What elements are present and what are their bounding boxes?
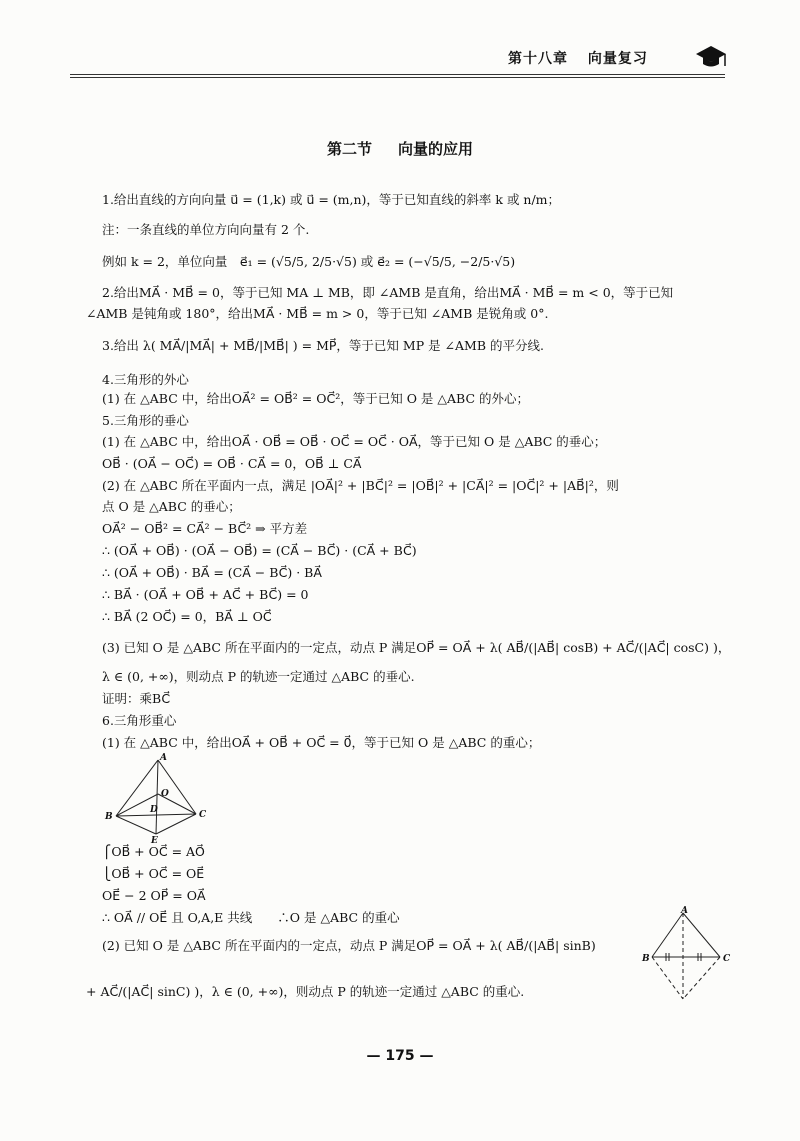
figure2-label: A	[681, 906, 688, 916]
figure1-label: E	[151, 836, 158, 844]
section-name: 向量的应用	[398, 140, 474, 158]
text-line: ⎧OB⃗ + OC⃗ = AO⃗	[102, 844, 205, 859]
section-title	[0, 138, 800, 159]
section-number: 第二节	[326, 140, 372, 158]
chapter-label: 第十八章	[508, 51, 568, 67]
text-line: 5.三角形的垂心	[102, 413, 189, 428]
figure1-label: A	[160, 753, 167, 763]
text-line: 注：一条直线的单位方向向量有 2 个.	[102, 222, 310, 237]
figure1-label: B	[105, 812, 113, 822]
text-line: 例如 k = 2，单位向量 e⃗₁ = (√5/5, 2/5·√5) 或 e⃗₂ = (−√5/5, −2/5·√5)	[102, 254, 516, 269]
figure1-label: O	[161, 789, 169, 799]
text-line: (1) 在 △ABC 中，给出OA⃗ · OB⃗ = OB⃗ · OC⃗ = OC⃗ · OA⃗，等于已知 O 是 △ABC 的垂心；	[102, 434, 607, 449]
text-line: (3) 已知 O 是 △ABC 所在平面内的一定点，动点 P 满足OP⃗ = OA⃗ + λ( AB⃗/(|AB⃗| cosB) + AC⃗/(|AC⃗| cosC) )，	[102, 640, 731, 655]
rhombus-figure	[640, 905, 735, 1005]
text-line: 3.给出 λ( MA⃗/|MA⃗| + MB⃗/|MB⃗| ) = MP⃗，等于已知 MP 是 ∠AMB 的平分线.	[102, 338, 544, 353]
text-line: 4.三角形的外心	[102, 372, 189, 387]
text-line: OE⃗ − 2 OP⃗ = OA⃗	[102, 888, 206, 903]
text-line: (2) 已知 O 是 △ABC 所在平面内的一定点，动点 P 满足OP⃗ = OA⃗ + λ( AB⃗/(|AB⃗| sinB)	[102, 938, 596, 953]
text-line: (1) 在 △ABC 中，给出OA⃗² = OB⃗² = OC⃗²，等于已知 O 是 △ABC 的外心；	[102, 391, 529, 406]
text-line: + AC⃗/(|AC⃗| sinC) )，λ ∈ (0, +∞)，则动点 P 的轨迹一定通过 △ABC 的重心.	[86, 984, 525, 999]
text-line: ∴ BA⃗ (2 OC⃗) = 0，BA⃗ ⊥ OC⃗	[102, 609, 272, 624]
text-line: (1) 在 △ABC 中，给出OA⃗ + OB⃗ + OC⃗ = 0⃗，等于已知 O 是 △ABC 的重心；	[102, 735, 541, 750]
figure2-label: C	[723, 954, 731, 964]
figure2-label: B	[642, 954, 650, 964]
text-line: λ ∈ (0, +∞)，则动点 P 的轨迹一定通过 △ABC 的垂心.	[102, 669, 415, 684]
text-line: OA⃗² − OB⃗² = CA⃗² − BC⃗² ⇒ 平方差	[102, 521, 308, 536]
graduation-cap-icon	[694, 42, 728, 72]
text-line: 2.给出MA⃗ · MB⃗ = 0，等于已知 MA ⊥ MB，即 ∠AMB 是直角，给出MA⃗ · MB⃗ = m < 0，等于已知	[102, 285, 674, 300]
text-line: (2) 在 △ABC 所在平面内一点，满足 |OA⃗|² + |BC⃗|² = |OB⃗|² + |CA⃗|² = |OC⃗|² + |AB⃗|²，则	[102, 478, 619, 493]
text-line: OB⃗ · (OA⃗ − OC⃗) = OB⃗ · CA⃗ = 0，OB⃗ ⊥ CA⃗	[102, 456, 362, 471]
text-line: 点 O 是 △ABC 的垂心；	[102, 499, 241, 514]
header-rule-bottom	[70, 77, 725, 78]
running-header	[508, 48, 648, 68]
figure1-label: C	[199, 810, 207, 820]
text-line: 6.三角形重心	[102, 713, 177, 728]
text-line: 1.给出直线的方向向量 u⃗ = (1,k) 或 u⃗ = (m,n)，等于已知直线的斜率 k 或 n/m；	[102, 192, 561, 207]
header-rule-top	[70, 74, 725, 75]
centroid-triangle-figure	[100, 752, 210, 844]
text-line: ∴ (OA⃗ + OB⃗) · (OA⃗ − OB⃗) = (CA⃗ − BC⃗) · (CA⃗ + BC⃗)	[102, 543, 417, 558]
page-number: — 175 —	[366, 1048, 434, 1064]
section-label: 向量复习	[587, 51, 648, 67]
text-line: ∴ OA⃗ // OE⃗ 且 O,A,E 共线 ∴O 是 △ABC 的重心	[102, 910, 400, 925]
text-line: ∴ BA⃗ · (OA⃗ + OB⃗ + AC⃗ + BC⃗) = 0	[102, 587, 309, 602]
text-line: ⎩OB⃗ + OC⃗ = OE⃗	[102, 866, 205, 881]
text-line: ∴ (OA⃗ + OB⃗) · BA⃗ = (CA⃗ − BC⃗) · BA⃗	[102, 565, 322, 580]
figure1-label: D	[150, 805, 158, 815]
text-line: ∠AMB 是钝角或 180°，给出MA⃗ · MB⃗ = m > 0，等于已知 ∠AMB 是锐角或 0°.	[86, 306, 549, 321]
text-line: 证明：乘BC⃗	[102, 691, 171, 706]
